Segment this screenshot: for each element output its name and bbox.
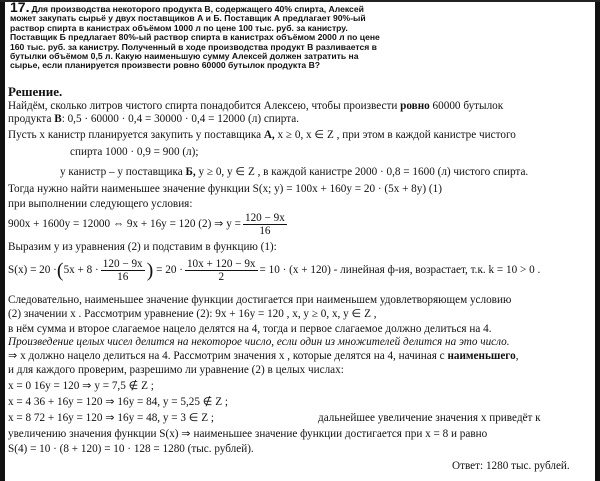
fraction: $\frac{120 - 9x}{16}$ [102,257,143,283]
solution-line-15: ⇒ x должно нацело делиться на 4. Рассмотрим значения x , которые делятся на 4, начиная с наименьшего, [8,350,519,362]
solution-line-11: Следовательно, наименьшее значение функции достигается при наименьшем удовлетворяющем условию [8,294,512,306]
solution-line-5: y канистр – у поставщика Б, y ≥ 0, y ∈ Z , в каждой канистре 2000 · 0,8 = 1600 (л) чистого спирта. [60,166,529,178]
solution-heading: Решение. [8,84,63,99]
case-row-x0: x = 0 16y = 120 ⇒ y = 7,5 ∉ Z ; [8,380,154,392]
problem-line: Поставщик Б предлагает 80%-ый раствор спирта в канистрах объёмом 2000 л по цене [10,32,380,43]
problem-number: 17. [10,0,30,15]
solution-line-2: продукта В: 0,5 · 60000 · 0,4 = 30000 · 0,4 = 12000 (л) спирта. [8,113,300,125]
problem-statement [10,2,595,71]
answer: Ответ: 1280 тыс. рублей. [452,460,570,472]
left-scan-edge [0,0,5,481]
fraction: $\frac{120 - 9x}{16}$ [244,211,285,237]
solution-line-18: S(4) = 10 · (8 + 120) = 10 · 128 = 1280 (тыс. рублей). [8,443,254,455]
problem-line: может закупать сырьё у двух поставщиков А и Б. Поставщик А предлагает 90%-ый [10,13,366,24]
problem-line: 160 тыс. руб. за канистру. Полученный в ходе производства продукт В разливается в [10,41,377,52]
solution-line-3: Пусть x канистр планируется закупить у поставщика А, x ≥ 0, x ∈ Z , при этом в каждой канистре чистого [8,129,516,141]
problem-line: Для производства некоторого продукта В, содержащего 40% спирта, Алексей [31,4,364,14]
solution-line-16: и для каждого проверим, разрешимо ли уравнение (2) в целых числах: [8,364,344,376]
solution-line-1: Найдём, сколько литров чистого спирта понадобится Алексею, чтобы произвести ровно 60000 бутылок [8,100,504,112]
solution-line-9: Выразим y из уравнения (2) и подставим в функцию (1): [8,241,277,253]
solution-line-13: в нём сумма и второе слагаемое нацело делятся на 4, тогда и первое слагаемое должно делиться на 4. [8,323,492,335]
right-scan-edge [595,0,600,481]
solution-line-4: спирта 1000 · 0,9 = 900 (л); [70,146,199,158]
case-row-x8: x = 8 72 + 16y = 120 ⇒ 16y = 48, y = 3 ∈ Z ; [8,412,215,424]
solution-line-6: Тогда нужно найти наименьшее значение функции S(x; y) = 100x + 160y = 20 · (5x + 8y) (1) [8,183,442,195]
fraction: $\frac{10x + 120 - 9x}{2}$ [186,257,256,283]
problem-line: бутылки объёмом 0,5 л. Какую наименьшую сумму Алексей должен затратить на [10,51,359,62]
solution-line-8: 900x + 1600y = 12000 ⇔ 9x + 16y = 120 (2) ⇒ y = $\frac{120 - 9x}{16}$ [8,211,285,237]
problem-line: раствор спирта в канистрах объёмом 1000 л по цене 100 тыс. руб. за канистру. [10,22,348,33]
solution-line-14: Произведение целых чисел делится на некоторое число, если один из множителей делится на это число. [8,336,510,348]
case-row-x8-note: дальнейшее увеличение значения x приведёт к [318,412,541,424]
solution-line-17: увеличению значения функции S(x) ⇒ наименьшее значение функции достигается при x = 8 и равно [8,428,488,440]
solution-line-7: при выполнении следующего условия: [8,198,193,210]
case-row-x4: x = 4 36 + 16y = 120 ⇒ 16y = 84, y = 5,25 ∉ Z ; [8,396,229,408]
solution-line-12: (2) значении x . Рассмотрим уравнение (2): 9x + 16y = 120 , x, y ≥ 0, x, y ∈ Z , [8,308,377,320]
problem-line: сырье, если планируется произвести ровно 60000 бутылок продукта В? [10,60,321,71]
solution-line-10: S(x) = 20 ·(5x + 8 · $\frac{120 - 9x}{16}$ ) = 20 · $\frac{10x + 120 - 9x}{2}$ = 10 · (x + 120) - линейная ф-ия, возрастает, т.к. k = 10 > 0 . [8,257,541,283]
